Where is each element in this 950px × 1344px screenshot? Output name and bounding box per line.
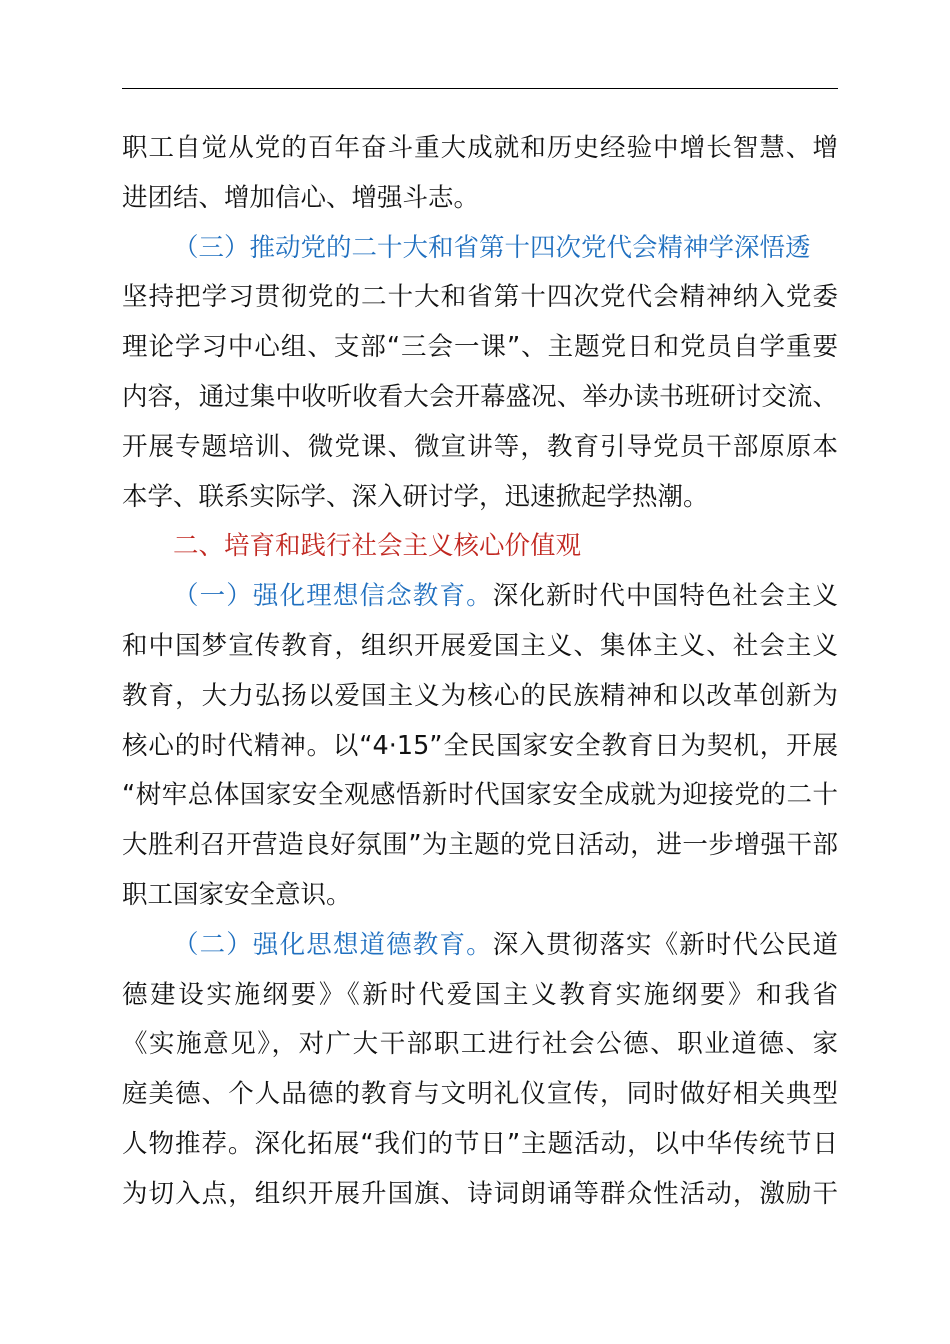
paragraph-line: 开展专题培训、微党课、微宣讲等，教育引导党员干部原原本 — [122, 431, 838, 462]
paragraph-line: 《实施意见》，对广大干部职工进行社会公德、职业道德、家 — [122, 1029, 838, 1060]
paragraph-line: 核心的时代精神。以“4·15”全民国家安全教育日为契机，开展 — [122, 730, 838, 761]
section-first-line — [122, 572, 838, 622]
section-heading-2-2: （二）强化思想道德教育。 — [173, 929, 493, 960]
paragraph-line: 人物推荐。深化拓展“我们的节日”主题活动，以中华传统节日 — [122, 1128, 838, 1159]
paragraph-line: 大胜利召开营造良好氛围”为主题的党日活动，进一步增强干部 — [122, 830, 838, 861]
paragraph-line: 庭美德、个人品德的教育与文明礼仪宣传，同时做好相关典型 — [122, 1079, 838, 1110]
paragraph-line: “树牢总体国家安全观感悟新时代国家安全成就为迎接党的二十 — [122, 780, 838, 811]
paragraph-text: 深化新时代中国特色社会主义 — [492, 581, 838, 612]
paragraph-line: 和中国梦宣传教育，组织开展爱国主义、集体主义、社会主义 — [122, 630, 838, 661]
section-first-line — [122, 921, 838, 971]
paragraph-line: 职工自觉从党的百年奋斗重大成就和历史经验中增长智慧、增 — [122, 133, 838, 163]
paragraph-line: 本学、联系实际学、深入研讨学，迅速掀起学热潮。 — [122, 481, 709, 512]
paragraph-line: 德建设实施纲要》《新时代爱国主义教育实施纲要》和我省 — [122, 979, 838, 1010]
section-heading-3: （三）推动党的二十大和省第十四次党代会精神学深悟透 — [173, 232, 811, 263]
paragraph-line: 为切入点，组织开展升国旗、诗词朗诵等群众性活动，激励干 — [122, 1178, 838, 1209]
paragraph-line: 教育，大力弘扬以爱国主义为核心的民族精神和以改革创新为 — [122, 680, 838, 711]
header-rule — [122, 88, 838, 89]
paragraph-line: 理论学习中心组、支部“三会一课”、主题党日和党员自学重要 — [122, 332, 838, 363]
paragraph-line: 职工国家安全意识。 — [122, 879, 352, 910]
part-heading-2: 二、培育和践行社会主义核心价值观 — [173, 531, 582, 562]
document-body — [122, 124, 838, 1220]
paragraph-line: 坚持把学习贯彻党的二十大和省第十四次党代会精神纳入党委 — [122, 282, 838, 313]
paragraph-line: 内容，通过集中收听收看大会开幕盛况、举办读书班研讨交流、 — [122, 381, 838, 412]
section-heading-2-1: （一）强化理想信念教育。 — [173, 581, 493, 612]
paragraph-line: 进团结、增加信心、增强斗志。 — [122, 182, 480, 213]
paragraph-text: 深入贯彻落实《新时代公民道 — [492, 929, 838, 960]
